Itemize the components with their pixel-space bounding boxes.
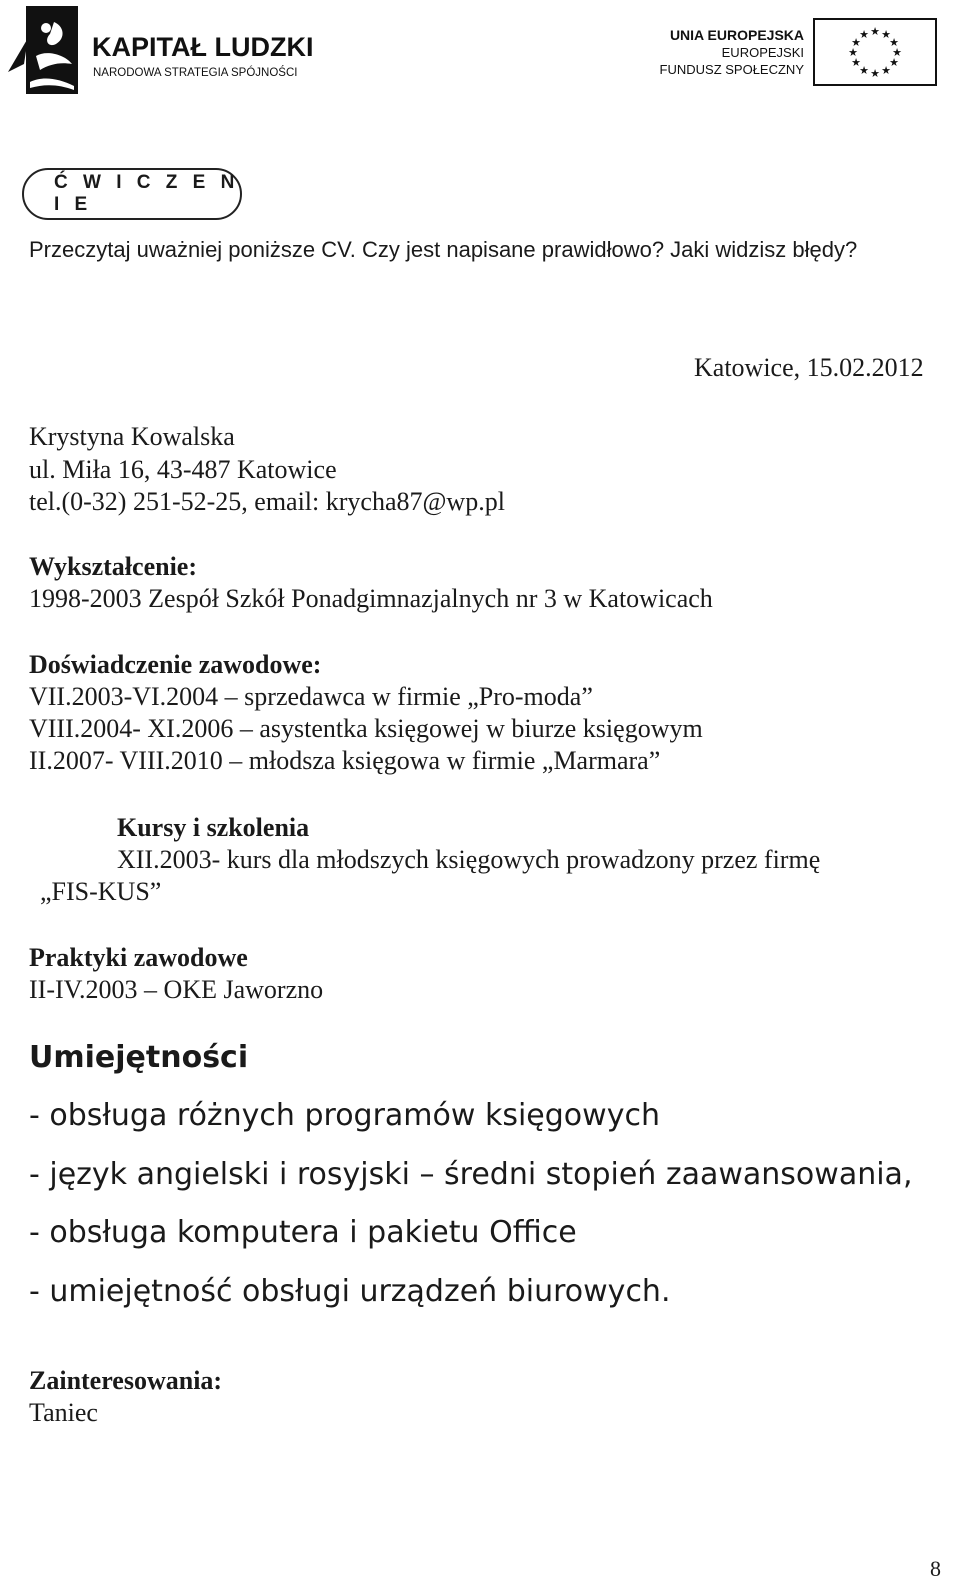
practice-item: II-IV.2003 – OKE Jaworzno: [29, 975, 324, 1004]
svg-text:★: ★: [889, 36, 899, 49]
svg-text:★: ★: [851, 56, 861, 69]
exercise-instruction: Przeczytaj uważniej poniższe CV. Czy jest napisane prawidłowo? Jaki widzisz błędy?: [29, 237, 858, 262]
svg-text:★: ★: [859, 28, 869, 41]
courses-line1: XII.2003- kurs dla młodszych księgowych prowadzony przez firmę: [117, 845, 821, 874]
experience-item: VIII.2004- XI.2006 – asystentka księgowej w biurze księgowym: [29, 714, 703, 743]
education-heading: Wykształcenie:: [29, 552, 197, 581]
cv-address: ul. Miła 16, 43-487 Katowice: [29, 455, 337, 484]
interests-heading: Zainteresowania:: [29, 1366, 223, 1395]
practice-heading: Praktyki zawodowe: [29, 943, 248, 972]
skills-heading: Umiejętności: [29, 1040, 249, 1075]
skills-item: - obsługa różnych programów księgowych: [29, 1098, 660, 1133]
logo-left-title: KAPITAŁ LUDZKI: [92, 32, 314, 62]
kapital-ludzki-logo: [6, 4, 316, 96]
unia-europejska-logo: [659, 18, 938, 88]
logo-right-line1: UNIA EUROPEJSKA: [669, 27, 804, 43]
skills-item: - umiejętność obsługi urządzeń biurowych.: [29, 1274, 671, 1309]
kapital-ludzki-emblem-icon: [6, 4, 316, 96]
skills-item: - język angielski i rosyjski – średni stopień zaawansowania,: [29, 1157, 913, 1192]
place-date: Katowice, 15.02.2012: [694, 353, 924, 382]
experience-item: II.2007- VIII.2010 – młodsza księgowa w firmie „Marmara”: [29, 746, 661, 775]
logo-right-line2: EUROPEJSKI: [721, 45, 804, 60]
svg-text:★: ★: [848, 46, 858, 59]
svg-text:★: ★: [881, 28, 891, 41]
exercise-label: Ć W I C Z E N I E: [22, 168, 242, 220]
experience-heading: Doświadczenie zawodowe:: [29, 650, 322, 679]
svg-text:★: ★: [881, 64, 891, 77]
logo-right-line3: FUNDUSZ SPOŁECZNY: [659, 62, 804, 77]
cv-contact: tel.(0-32) 251-52-25, email: krycha87@wp.pl: [29, 487, 505, 516]
svg-text:★: ★: [870, 25, 880, 38]
svg-text:★: ★: [859, 64, 869, 77]
cv-name: Krystyna Kowalska: [29, 422, 235, 451]
courses-line2: „FIS-KUS”: [40, 877, 162, 906]
interests-item: Taniec: [29, 1398, 98, 1427]
page-number: 8: [930, 1556, 941, 1581]
eu-stars-icon: [848, 25, 902, 80]
svg-text:★: ★: [851, 36, 861, 49]
education-item: 1998-2003 Zespół Szkół Ponadgimnazjalnych nr 3 w Katowicach: [29, 584, 713, 613]
skills-item: - obsługa komputera i pakietu Office: [29, 1215, 577, 1250]
svg-text:★: ★: [889, 56, 899, 69]
experience-item: VII.2003-VI.2004 – sprzedawca w firmie „Pro-moda”: [29, 682, 593, 711]
svg-text:★: ★: [892, 46, 902, 59]
courses-heading: Kursy i szkolenia: [117, 813, 310, 842]
logo-left-subtitle: NARODOWA STRATEGIA SPÓJNOŚCI: [93, 67, 298, 79]
svg-text:★: ★: [870, 67, 880, 80]
